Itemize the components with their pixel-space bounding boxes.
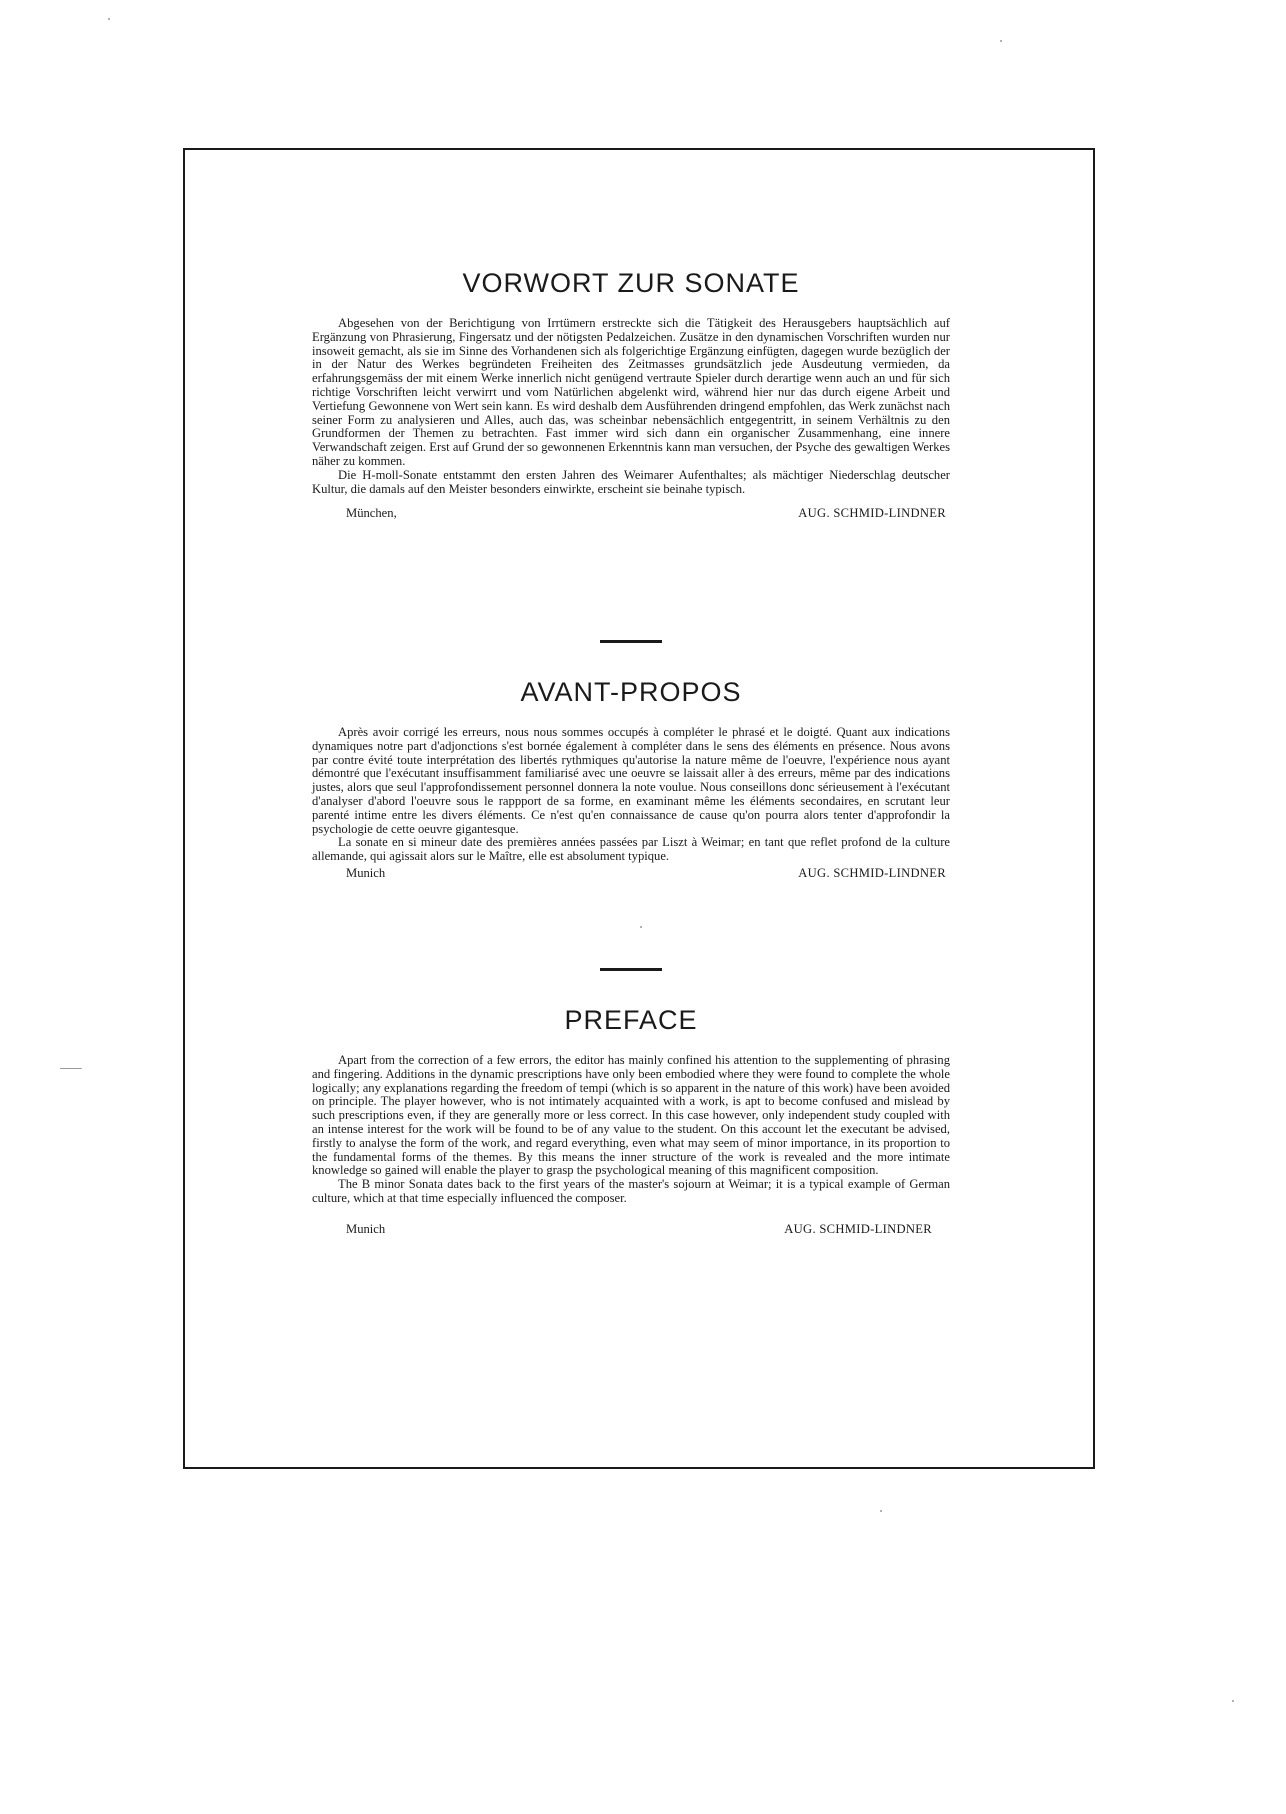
paragraph: The B minor Sonata dates back to the first years of the master's sojourn at Weimar; it is a typical example of German culture, which at that time especially influenced the composer. (312, 1177, 950, 1205)
paragraph: Abgesehen von der Berichtigung von Irrtümern erstreckte sich die Tätigkeit des Herausgebers hauptsächlich auf Ergänzung von Phrasierung, Fingersatz und der nötigsten Pedalzeichen. Zusätze in den dynamischen Vorschriften wurden nur insoweit gemacht, als sie im Sinne des Vorhandenen sich als folgerichtige Ergänzung einfügten, dagegen wurde bezüglich der in der Natur des Werkes begründeten Freiheiten des Zeitmasses grundsätzlich jede Ausdeutung vermieden, da erfahrungsgemäss der mit einem Werke innerlich nicht genügend vertraute Spieler durch derartige wenn auch an und für sich richtige Vorschriften leicht verwirrt und vom Natürlichen abgelenkt wird, während hier nur das durch eigene Arbeit und Vertiefung Gewonnene von Wert sein kann. Es wird deshalb dem Ausführenden dringend empfohlen, das Werk zunächst nach seiner Form zu analysieren und Alles, auch das, was scheinbar nebensächlich entgegentritt, in seinem Verhältnis zu den Grundformen der Themen zu betrachten. Fast immer wird sich dann ein organischer Zusammenhang, eine innere Verwandschaft zeigen. Erst auf Grund der so gewonnenen Erkenntnis kann man versuchen, der Psyche des gewaltigen Werkes näher zu kommen. (312, 316, 950, 468)
signature-place: München, (346, 506, 397, 521)
scan-speck (1232, 1700, 1234, 1702)
signature-author: AUG. SCHMID-LINDNER (784, 1221, 932, 1236)
section-title: VORWORT ZUR SONATE (462, 268, 800, 298)
section-divider (600, 640, 662, 643)
paragraph: La sonate en si mineur date des premières années passées par Liszt à Weimar; en tant que reflet profond de la culture allemande, qui agissait alors sur le Maître, elle est absolument typique. (312, 835, 950, 864)
signature-place: Munich (346, 865, 386, 880)
scan-speck (1000, 40, 1002, 42)
signature-line (312, 506, 950, 521)
paragraph: Après avoir corrigé les erreurs, nous nous sommes occupés à compléter le phrasé et le doigté. Quant aux indications dynamiques notre part d'adjonctions s'est bornée également à compléter dans le sens des éléments en présence. Nous avons par contre évité toute interprétation des libertés rythmiques qu'autorise la nature même de l'oeuvre, l'expérience nous ayant démontré que l'exécutant insuffisamment familiarisé avec une oeuvre se laissait aller à des erreurs, même par des indications justes, alors que seul l'approfondissement personnel donnera la note voulue. Nous conseillons donc sérieusement à l'exécutant d'analyser d'abord l'oeuvre sous le rappport de sa forme, en examinant même les éléments secondaires, en scrutant leur parenté intime entre les divers éléments. Ce n'est qu'en connaissance de cause qu'on pourra alors tenter d'approfondir la psychologie de cette oeuvre gigantesque. (312, 725, 950, 836)
section-preface (312, 1005, 950, 1237)
signature-line (312, 1222, 950, 1237)
section-divider (600, 968, 662, 971)
signature-line (312, 866, 950, 881)
section-title: PREFACE (564, 1005, 698, 1035)
paragraph: Die H-moll-Sonate entstammt den ersten Jahren des Weimarer Aufenthaltes; als mächtiger Niederschlag deutscher Kultur, die damals auf den Meister besonders einwirkte, erscheint sie beinahe typisch. (312, 467, 950, 496)
section-avant-propos (312, 677, 950, 881)
scan-speck (108, 18, 110, 20)
paragraph: Apart from the correction of a few errors, the editor has mainly confined his attention to the supplementing of phrasing and fingering. Additions in the dynamic prescriptions have only been embodied where they were found to complete the whole logically; any explanations regarding the freedom of tempi (which is so apparent in the nature of this work) have been avoided on principle. The player however, who is not intimately acquainted with a work, is apt to become confused and mislead by such prescriptions even, if they are generally more or less correct. In this case however, only independent study coupled with an intense interest for the work will be found to be of any value to the student. On this account let the executant be advised, firstly to analyse the form of the work, and regard everything, even what may seem of minor importance, in its proportion to the fundamental forms of the themes. By this means the inner structure of the work is revealed and the more intimate knowledge so gained will enable the player to grasp the psychological meaning of this magnificent composition. (312, 1053, 950, 1178)
signature-place: Munich (346, 1221, 386, 1236)
scan-speck (60, 1068, 82, 1069)
signature-author: AUG. SCHMID-LINDNER (798, 865, 946, 880)
scan-speck (880, 1510, 882, 1512)
section-vorwort (312, 268, 950, 521)
section-title: AVANT-PROPOS (520, 677, 742, 707)
scan-speck (640, 926, 642, 928)
signature-author: AUG. SCHMID-LINDNER (798, 506, 946, 521)
